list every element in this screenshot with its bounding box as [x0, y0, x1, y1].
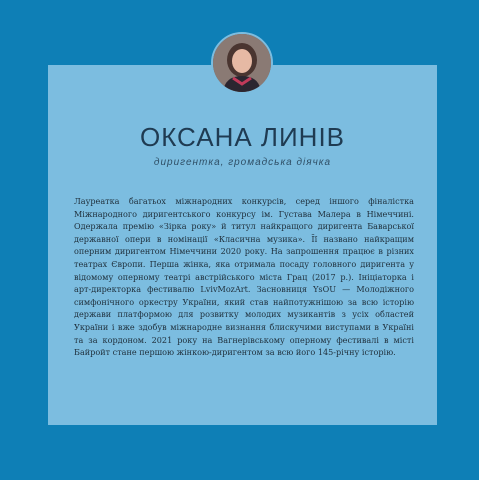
biography-text: Лауреатка багатьох міжнародних конкурсів, серед іншого фіналістка Міжнародного диригентського конкурсу ім. Густава Малера в Німеччині. Одержала премію «Зірка року» й титул найкращого диригента Баварської державної опери в номінації «Класична музика». Її названо найкращим оперним диригентом Німеччини 2020 року. На запрошення працює в різних театрах Європи. Перша жінка, яка отримала посаду головного диригента у відомому оперному театрі австрійського міста Грац (2017 р.). Ініціаторка і арт-директорка фестивалю LvivMozArt. Засновниця YsOU — Молодіжного симфонічного оркестру України, який став найпотужнішою за всю історію держави платформою для розвитку молодих музикантів з усіх областей України і вже здобув міжнародне визнання блискучими виступами в Україні та за кордоном. 2021 року на Вагнерівському оперному фестивалі в місті Байройт стане першою жінкою-диригентом за всю його 145-річну історію.	[74, 196, 414, 358]
avatar	[211, 32, 273, 94]
person-role: диригентка, громадська діячка	[153, 157, 332, 168]
avatar-portrait-icon	[213, 34, 271, 92]
person-name: ОКСАНА ЛИНІВ	[139, 122, 346, 152]
